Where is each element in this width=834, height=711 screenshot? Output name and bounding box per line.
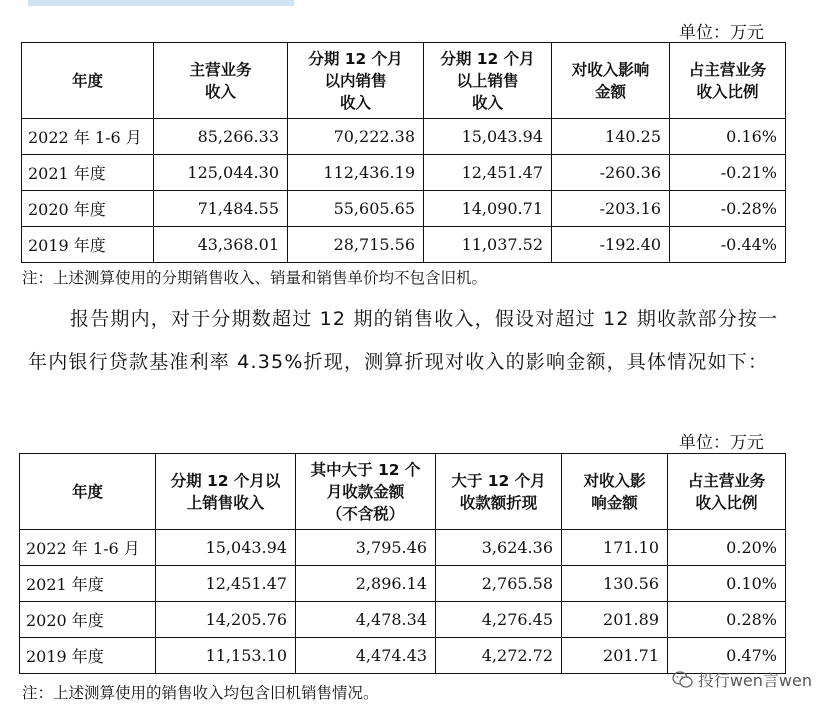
value-cell: -192.40 (552, 227, 670, 263)
year-cell: 2022 年 1-6 月 (22, 119, 154, 155)
column-header-line: 上销售收入 (186, 493, 265, 512)
column-header-line: （不含税） (326, 504, 405, 523)
column-header-line: 以上销售 (456, 71, 519, 90)
value-cell: 2,896.14 (296, 566, 436, 602)
value-cell: 28,715.56 (288, 227, 424, 263)
watermark-text: 投行wen言wen (697, 671, 812, 690)
value-cell: 130.56 (562, 566, 668, 602)
table-row (20, 566, 786, 602)
table-row (20, 638, 786, 674)
table-row (22, 191, 786, 227)
value-cell: 15,043.94 (424, 119, 552, 155)
column-header (154, 43, 288, 119)
year-cell: 2020 年度 (22, 191, 154, 227)
table-note-2: 注：上述测算使用的销售收入均包含旧机销售情况。 (22, 684, 379, 702)
year-cell: 2019 年度 (20, 638, 156, 674)
column-header (20, 454, 156, 530)
year-cell: 2020 年度 (20, 602, 156, 638)
column-header (424, 43, 552, 119)
value-cell: -0.28% (670, 191, 786, 227)
value-cell: 0.16% (670, 119, 786, 155)
column-header-line: 占主营业务 (687, 471, 766, 490)
value-cell: 14,090.71 (424, 191, 552, 227)
value-cell: 11,153.10 (156, 638, 296, 674)
body-paragraph: 报告期内，对于分期数超过 12 期的销售收入，假设对超过 12 期收款部分按一年内银行贷款基准利率 4.35%折现，测算折现对收入的影响金额，具体情况如下： (28, 308, 779, 373)
value-cell: 201.89 (562, 602, 668, 638)
value-cell: 12,451.47 (156, 566, 296, 602)
discount-table (19, 453, 786, 674)
column-header (22, 43, 154, 119)
value-cell: 0.47% (668, 638, 786, 674)
column-header-line: 年度 (71, 482, 103, 501)
table-row (22, 155, 786, 191)
column-header-line: 收入 (471, 93, 503, 112)
column-header (156, 454, 296, 530)
value-cell: 3,795.46 (296, 530, 436, 566)
wechat-icon (672, 671, 694, 689)
column-header-line: 其中大于 12 个 (310, 460, 421, 479)
column-header-line: 金额 (594, 82, 626, 101)
column-header-line: 收入比例 (696, 82, 759, 101)
column-header-line: 月收款金额 (326, 482, 405, 501)
value-cell: 171.10 (562, 530, 668, 566)
value-cell: -0.21% (670, 155, 786, 191)
value-cell: 4,272.72 (436, 638, 562, 674)
table-header-row (20, 454, 786, 530)
column-header-line: 收入 (204, 82, 236, 101)
table-note-1: 注：上述测算使用的分期销售收入、销量和销售单价均不包含旧机。 (22, 269, 488, 287)
table-row (22, 227, 786, 263)
column-header-line: 分期 12 个月以 (170, 471, 281, 490)
column-header-line: 主营业务 (189, 60, 252, 79)
value-cell: 0.10% (668, 566, 786, 602)
value-cell: 11,037.52 (424, 227, 552, 263)
value-cell: 4,474.43 (296, 638, 436, 674)
revenue-table (21, 42, 786, 263)
unit-label-1: 单位：万元 (679, 23, 764, 43)
value-cell: 55,605.65 (288, 191, 424, 227)
year-cell: 2021 年度 (22, 155, 154, 191)
column-header-line: 分期 12 个月 (308, 49, 403, 68)
value-cell: 14,205.76 (156, 602, 296, 638)
column-header-line: 分期 12 个月 (440, 49, 535, 68)
value-cell: 15,043.94 (156, 530, 296, 566)
value-cell: 125,044.30 (154, 155, 288, 191)
value-cell: 0.28% (668, 602, 786, 638)
year-cell: 2021 年度 (20, 566, 156, 602)
column-header-line: 占主营业务 (688, 60, 767, 79)
column-header (562, 454, 668, 530)
column-header-line: 对收入影响 (571, 60, 650, 79)
table-header-row (22, 43, 786, 119)
column-header (670, 43, 786, 119)
column-header (668, 454, 786, 530)
value-cell: 3,624.36 (436, 530, 562, 566)
column-header-line: 对收入影 (583, 471, 646, 490)
value-cell: 85,266.33 (154, 119, 288, 155)
column-header-line: 大于 12 个月 (451, 471, 546, 490)
value-cell: 4,478.34 (296, 602, 436, 638)
value-cell: 0.20% (668, 530, 786, 566)
value-cell: 71,484.55 (154, 191, 288, 227)
value-cell: 112,436.19 (288, 155, 424, 191)
column-header (552, 43, 670, 119)
value-cell: -203.16 (552, 191, 670, 227)
value-cell: 70,222.38 (288, 119, 424, 155)
column-header-line: 收款额折现 (459, 493, 538, 512)
column-header-line: 年度 (71, 71, 103, 90)
value-cell: 12,451.47 (424, 155, 552, 191)
column-header-line: 以内销售 (324, 71, 387, 90)
value-cell: 4,276.45 (436, 602, 562, 638)
table-row (20, 602, 786, 638)
column-header-line: 收入比例 (695, 493, 758, 512)
value-cell: 201.71 (562, 638, 668, 674)
watermark (672, 668, 812, 691)
year-cell: 2019 年度 (22, 227, 154, 263)
unit-label-2: 单位：万元 (679, 433, 764, 453)
column-header (436, 454, 562, 530)
column-header-line: 响金额 (591, 493, 638, 512)
column-header (288, 43, 424, 119)
column-header (296, 454, 436, 530)
column-header-line: 收入 (339, 93, 371, 112)
value-cell: 43,368.01 (154, 227, 288, 263)
table-row (22, 119, 786, 155)
value-cell: 140.25 (552, 119, 670, 155)
value-cell: 2,765.58 (436, 566, 562, 602)
value-cell: -260.36 (552, 155, 670, 191)
table-row (20, 530, 786, 566)
value-cell: -0.44% (670, 227, 786, 263)
year-cell: 2022 年 1-6 月 (20, 530, 156, 566)
top-highlight-strip (28, 0, 294, 6)
